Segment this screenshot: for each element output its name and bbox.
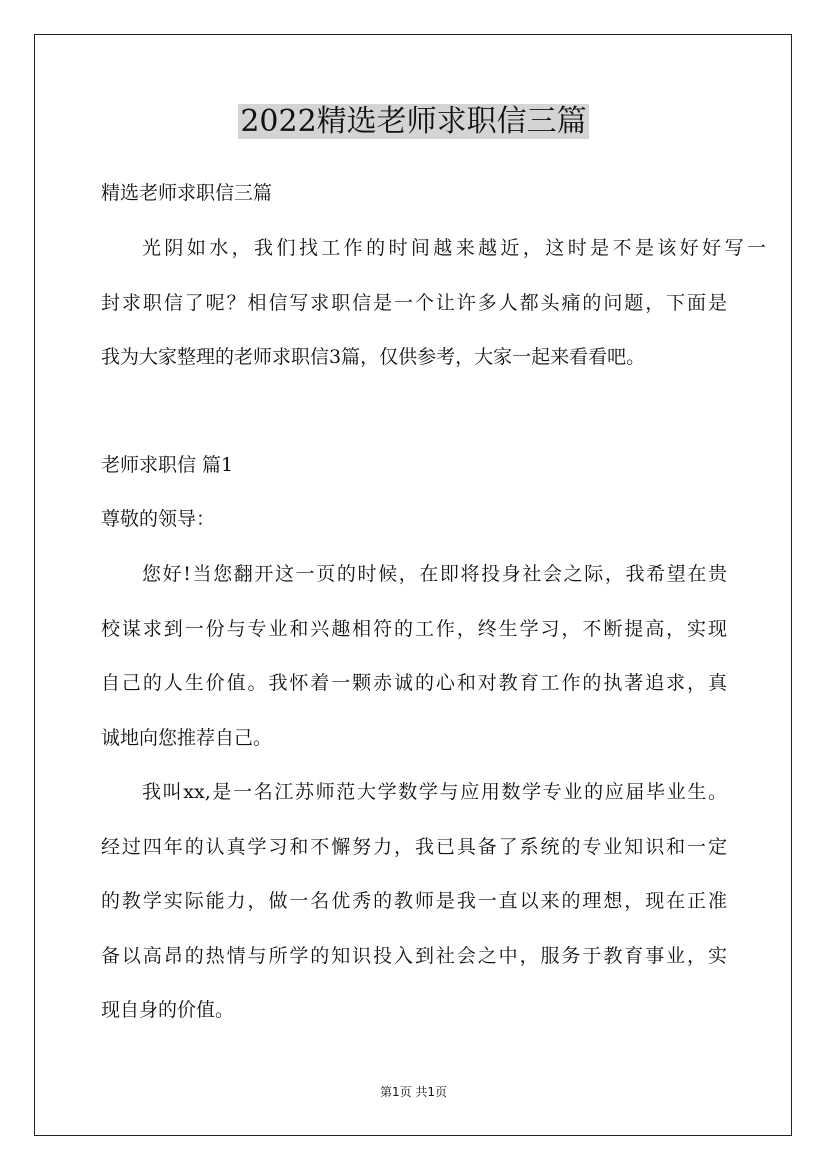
para2-line-3: 的教学实际能力，做一名优秀的教师是我一直以来的理想，现在正准 [101, 890, 727, 912]
para2-line-2: 经过四年的认真学习和不懈努力，我已具备了系统的专业知识和一定 [101, 836, 727, 858]
para2-line-4: 备以高昂的热情与所学的知识投入到社会之中，服务于教育事业，实 [101, 945, 727, 967]
section-heading: 老师求职信 篇1 [101, 454, 234, 476]
intro-line-2: 封求职信了呢？相信写求职信是一个让许多人都头痛的问题，下面是 [101, 292, 727, 314]
para2-line-1: 我叫xx,是一名江苏师范大学数学与应用数学专业的应届毕业生。 [142, 781, 727, 803]
para2-line-5: 现自身的价值。 [101, 999, 235, 1021]
para1-line-2: 校谋求到一份与专业和兴趣相符的工作，终生学习，不断提高，实现 [101, 618, 727, 640]
para1-line-1: 您好!当您翻开这一页的时候，在即将投身社会之际，我希望在贵 [142, 563, 727, 585]
para1-line-3: 自己的人生价值。我怀着一颗赤诚的心和对教育工作的执著追求，真 [101, 672, 727, 694]
salutation: 尊敬的领导： [101, 508, 216, 530]
intro-line-1: 光阴如水，我们找工作的时间越来越近，这时是不是该好好写一 [142, 237, 766, 259]
document-title-text: 2022精选老师求职信三篇 [240, 104, 587, 139]
intro-line-3: 我为大家整理的老师求职信3篇，仅供参考，大家一起来看看吧。 [101, 346, 646, 368]
para1-line-4: 诚地向您推荐自己。 [101, 727, 273, 749]
page-footer: 第1页 共1页 [379, 1085, 448, 1099]
document-title [0, 100, 827, 144]
document-subtitle: 精选老师求职信三篇 [101, 182, 273, 204]
